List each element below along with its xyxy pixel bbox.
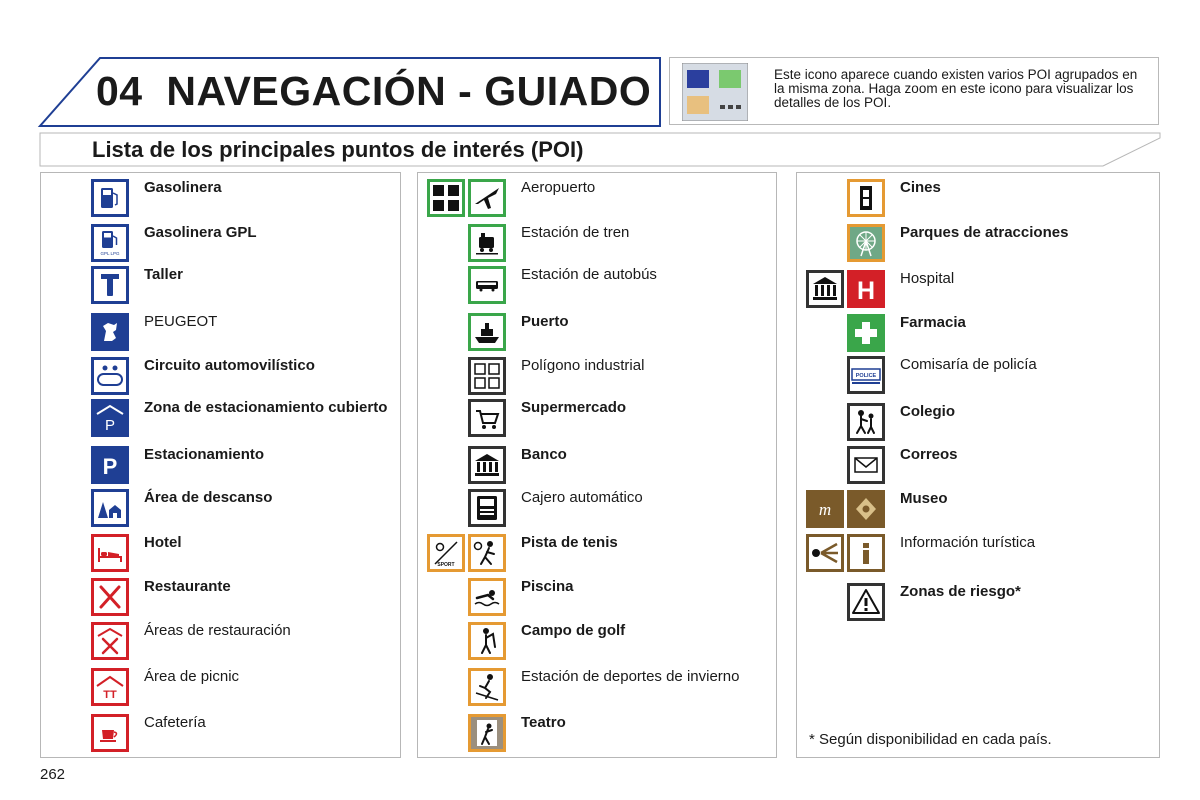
fork-knife-icon [91,578,129,616]
poi-column-3 [796,172,1160,758]
poi-label: Banco [521,446,567,463]
sport-group-icon [427,534,465,572]
poi-item [418,714,776,758]
poi-label: Información turística [900,534,1036,551]
page-title [96,68,651,115]
poi-label: Estación de tren [521,224,630,241]
poi-item [797,446,1159,490]
poi-label: Estación de autobús [521,266,657,283]
poi-label: Parques de atracciones [900,224,1069,241]
poi-item [41,578,400,622]
school-icon [847,403,885,441]
poi-item [418,179,776,223]
food-area-icon [91,622,129,660]
hospital-icon [847,270,885,308]
poi-item [41,266,400,310]
coffee-cup-icon [91,714,129,752]
poi-label: Hotel [144,534,182,551]
shopping-cart-icon [468,399,506,437]
poi-label: Museo [900,490,948,507]
poi-label: Farmacia [900,314,966,331]
svg-text:P: P [104,417,116,434]
ship-icon [468,313,506,351]
theatre-icon [468,714,506,752]
poi-item [41,622,400,666]
info-box [669,57,1159,125]
svg-text:H: H [856,277,876,305]
bank-icon [468,446,506,484]
svg-text:POLICE: POLICE [855,373,877,379]
poi-item [418,489,776,533]
ferris-wheel-icon [847,224,885,262]
poi-label: Colegio [900,403,955,420]
poi-label: PEUGEOT [144,313,218,330]
poi-item [418,668,776,712]
footnote: * Según disponibilidad en cada país. [809,731,1052,748]
wrench-icon [91,266,129,304]
poi-item [797,356,1159,400]
svg-text:SPORT: SPORT [437,562,455,568]
poi-label: Área de descanso [144,489,273,506]
poi-item [797,224,1159,268]
transport-group-icon [427,179,465,217]
industrial-icon [468,357,506,395]
poi-label: Cines [900,179,941,196]
poi-item [418,266,776,310]
poi-label: Supermercado [521,399,627,416]
tourist-info-icon [847,534,885,572]
poi-item [41,714,400,758]
poi-item [418,313,776,357]
ski-icon [468,668,506,706]
peugeot-lion-icon [91,313,129,351]
bed-icon [91,534,129,572]
poi-label: Comisaría de policía [900,356,1037,373]
poi-item [41,534,400,578]
page-number: 262 [40,766,66,783]
poi-label: Zona de estacionamiento cubierto [144,399,388,416]
poi-label: Campo de golf [521,622,626,639]
poi-column-1 [40,172,401,758]
poi-label: Área de picnic [144,668,240,685]
poi-label: Cafetería [144,714,206,731]
covered-parking-icon [91,399,129,437]
swimming-icon [468,578,506,616]
bus-icon [468,266,506,304]
poi-item [797,179,1159,223]
poi-item [418,224,776,268]
poi-label: Áreas de restauración [144,622,291,639]
poi-label: Teatro [521,714,566,731]
race-circuit-icon [91,357,129,395]
poi-item [418,534,776,578]
film-icon [847,179,885,217]
police-icon [847,356,885,394]
poi-item [41,489,400,533]
poi-label: Taller [144,266,183,283]
poi-item [418,446,776,490]
poi-label: Gasolinera [144,179,222,196]
svg-text:m: m [818,500,832,519]
poi-label: Polígono industrial [521,357,645,374]
poi-item [41,399,400,443]
monument-icon [806,490,844,528]
poi-column-2 [417,172,777,758]
envelope-icon [847,446,885,484]
poi-label: Circuito automovilístico [144,357,315,374]
lpg-fuel-icon [91,224,129,262]
poi-item [41,313,400,357]
poi-label: Puerto [521,313,569,330]
public-building-icon [806,270,844,308]
svg-text:GPL LPG: GPL LPG [100,251,120,256]
poi-item [41,179,400,223]
pharmacy-cross-icon [847,314,885,352]
tennis-icon [468,534,506,572]
fuel-pump-icon [91,179,129,217]
train-icon [468,224,506,262]
poi-item [41,668,400,712]
chapter-title: NAVEGACIÓN - GUIADO [166,68,652,114]
poi-label: Pista de tenis [521,534,618,551]
poi-item [41,357,400,401]
poi-item [797,314,1159,358]
museum-icon [847,490,885,528]
golf-icon [468,622,506,660]
poi-item [41,446,400,490]
poi-item [418,399,776,443]
rest-area-icon [91,489,129,527]
chapter-number: 04 [96,68,143,114]
viewpoint-icon [806,534,844,572]
poi-label: Correos [900,446,958,463]
poi-label: Hospital [900,270,955,287]
poi-label: Estacionamiento [144,446,265,463]
poi-item [418,622,776,666]
poi-item [797,490,1159,534]
poi-label: Aeropuerto [521,179,596,196]
poi-label: Zonas de riesgo* [900,583,1021,600]
airplane-icon [468,179,506,217]
warning-icon [847,583,885,621]
parking-icon [91,446,129,484]
poi-item [797,403,1159,447]
info-text: Este icono aparece cuando existen varios POI agrupados en la misma zona. Haga zoom en este icono para visualizar los detalles de los POI. [774,67,1138,110]
poi-label: Piscina [521,578,574,595]
svg-text:TT: TT [103,689,117,701]
poi-cluster-icon [682,63,748,121]
poi-label: Estación de deportes de invierno [521,668,740,685]
poi-item [418,578,776,622]
poi-label: Restaurante [144,578,231,595]
poi-label: Gasolinera GPL [144,224,257,241]
poi-item [797,270,1159,314]
svg-text:P: P [102,454,118,479]
section-title: Lista de los principales puntos de interés (POI) [92,137,584,162]
poi-item [41,224,400,268]
poi-item [797,583,1159,627]
poi-item [797,534,1159,578]
poi-item [418,357,776,401]
poi-label: Cajero automático [521,489,643,506]
atm-icon [468,489,506,527]
picnic-icon [91,668,129,706]
